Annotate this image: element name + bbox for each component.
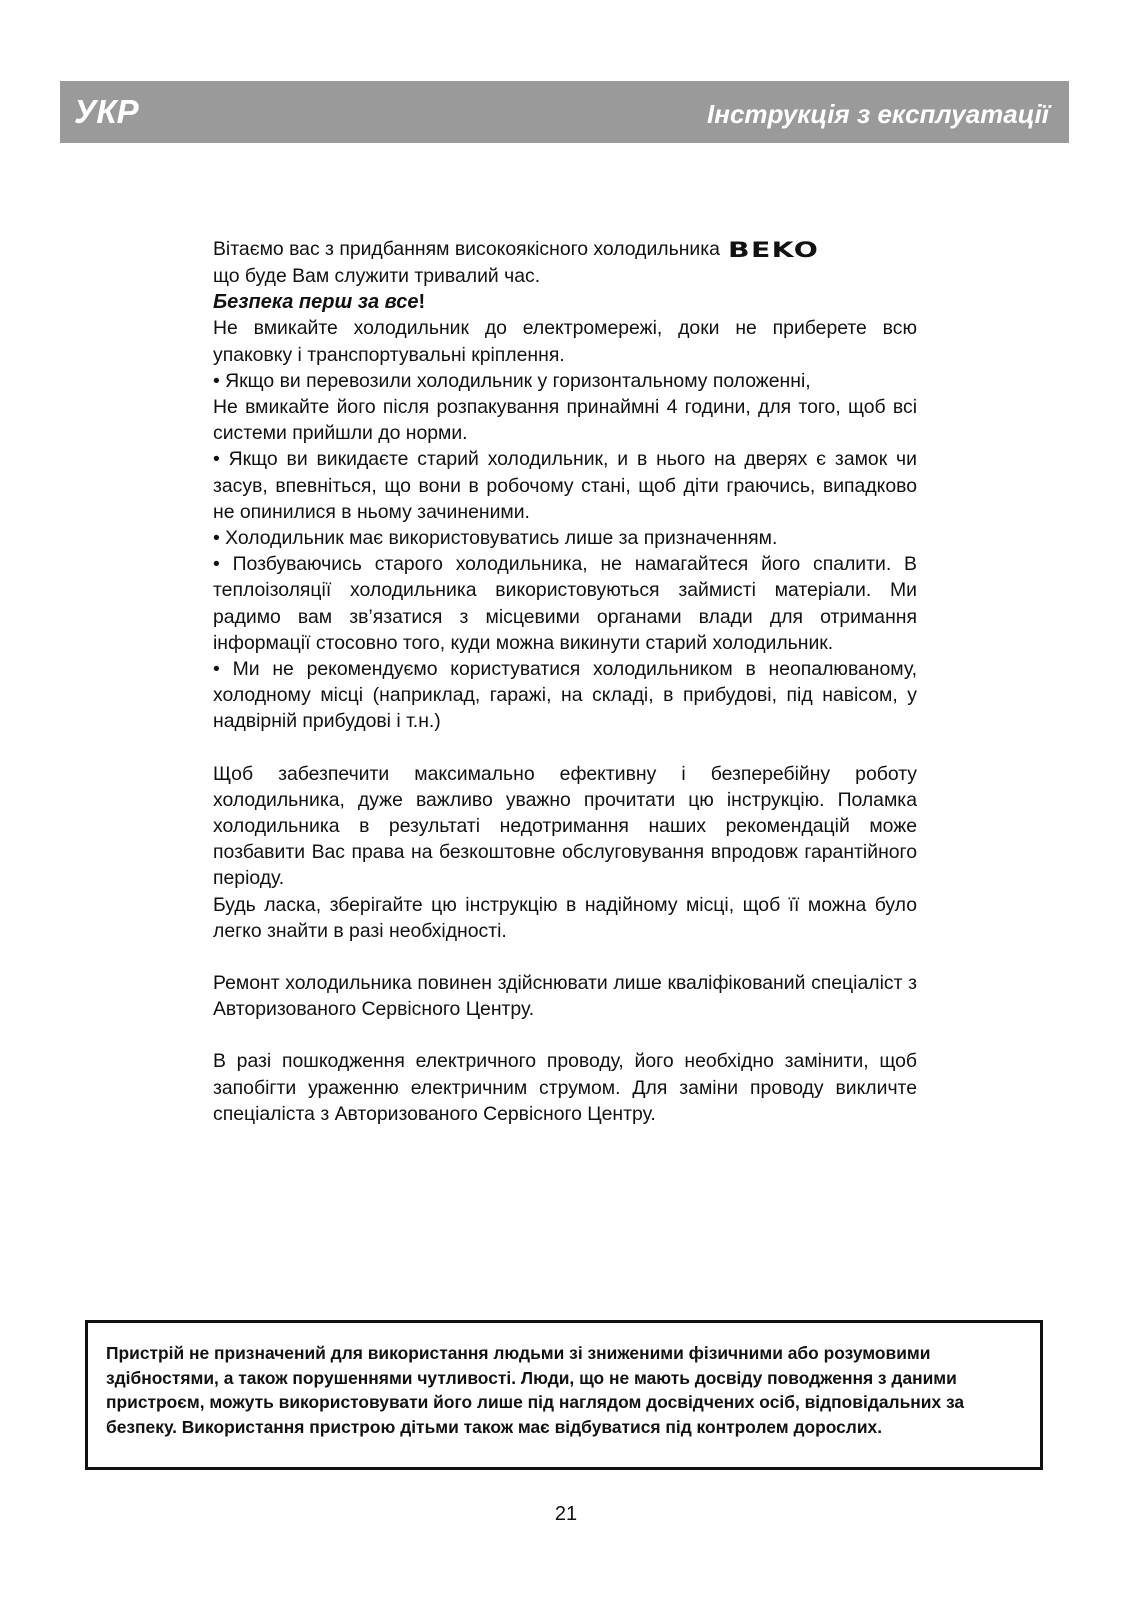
safety-bullet: • Ми не рекомендуємо користуватися холодильником в неопалюваному, холодному місці (наприклад, гаражі, на складі, в прибудові, під навісом, у надвірній прибудові і т.н.) [213,658,917,733]
safety-paragraph: Не вмикайте холодильник до електромережі, доки не приберете всю упаковку і транспортувальні кріплення. [213,317,917,366]
page-header [60,81,1069,143]
welcome-line-2: що буде Вам служити тривалий час. [213,265,541,288]
safety-bullet: • Холодильник має використовуватись лише за призначенням. [213,527,778,550]
repair-paragraph: Ремонт холодильника повинен здійснювати лише кваліфікований спеціаліст з Авторизованого Сервісного Центру. [213,972,917,1021]
safety-bullet: • Якщо ви перевозили холодильник у горизонтальному положенні, [213,369,811,392]
beko-logo: BEKO [727,238,820,262]
warning-notice-text: Пристрій не призначений для використання людьми зі зниженими фізичними або розумовими здібностями, а також порушеннями чутливості. Люди, що не мають досвіду поводження з даними пристроєм, можуть використовувати його лише під наглядом досвідчених осіб, відповідальних за безпеку. Використання пристрою дітьми також має відбуватися під контролем дорослих. [106,1343,965,1437]
instructions-paragraph: Щоб забезпечити максимально ефективну і безперебійну роботу холодильника, дуже важливо уважно прочитати цю інструкцію. Поламка холодильника в результаті недотримання наших рекомендацій може позбавити Вас права на безкоштовне обслуговування впродовж гарантійного періоду. [213,762,917,890]
safety-title: Безпека перш за все! [213,291,426,314]
page-number: 21 [554,1503,578,1525]
main-content [213,236,917,1127]
safety-paragraph: Не вмикайте його після розпакування принаймні 4 години, для того, щоб всі системи прийшли до норми. [213,396,917,445]
welcome-text [213,236,917,289]
cable-paragraph: В разі пошкодження електричного проводу, його необхідно замінити, щоб запобігти ураженню електричним струмом. Для заміни проводу викличте спеціаліста з Авторизованого Сервісного Центру. [213,1050,917,1125]
warning-notice-box [85,1320,1043,1470]
safety-bullet: • Якщо ви викидаєте старий холодильник, и в нього на дверях є замок чи засув, впевніться, що вони в робочому стані, щоб діти граючись, випадково не опинилися в ньому зачиненими. [213,448,917,523]
safety-bullet: • Позбуваючись старого холодильника, не намагайтеся його спалити. В теплоізоляції холодильника використовуються займисті матеріали. Ми радимо вам зв’язатися з місцевими органами влади для отримання інформації стосовно того, куди можна викинути старий холодильник. [213,553,917,654]
language-label: УКР [74,93,139,130]
header-title: Інструкція з експлуатації [707,99,1049,129]
instructions-storage-paragraph: Будь ласка, зберігайте цю інструкцію в надійному місці, щоб її можна було легко знайти в разі необхідності. [213,893,917,942]
welcome-line-1: Вітаємо вас з придбанням високоякісного холодильника [213,238,720,260]
